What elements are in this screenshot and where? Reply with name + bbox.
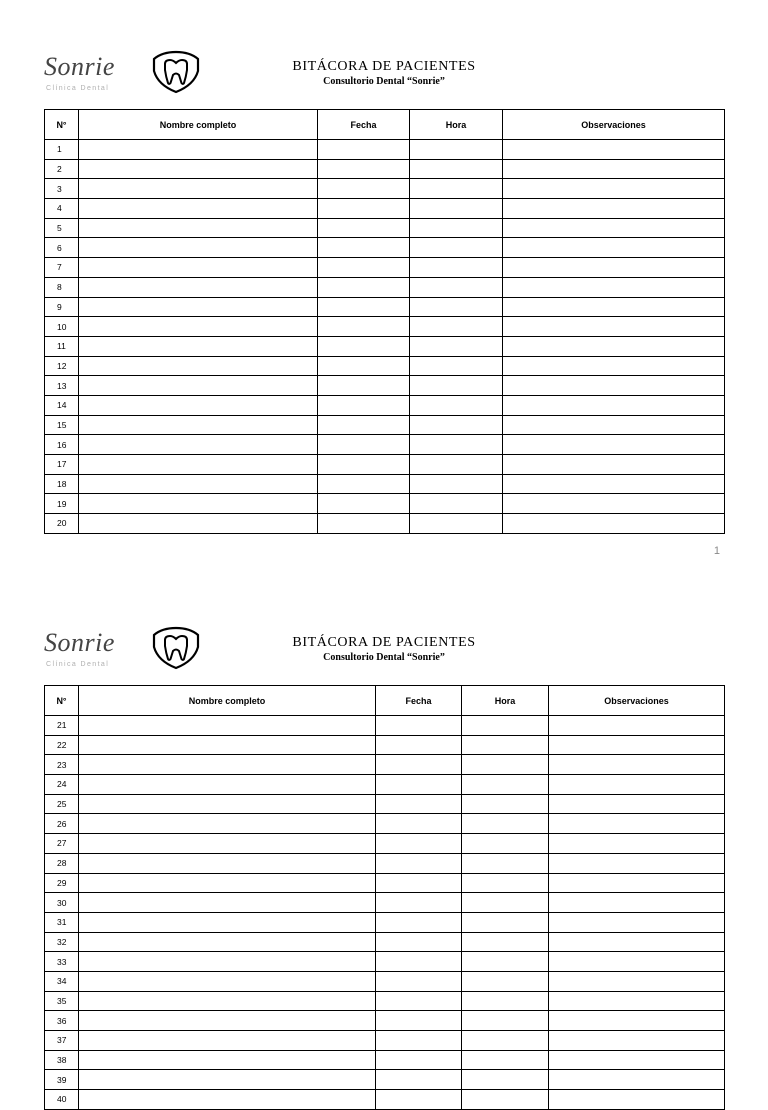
row-number: 22 xyxy=(45,735,79,755)
cell-time xyxy=(410,179,503,199)
cell-time xyxy=(410,336,503,356)
column-header-notes: Observaciones xyxy=(549,686,725,716)
column-header-date: Fecha xyxy=(318,110,410,140)
table-row xyxy=(45,514,725,534)
cell-notes xyxy=(503,336,725,356)
row-number: 14 xyxy=(45,395,79,415)
cell-name xyxy=(79,952,376,972)
row-number: 5 xyxy=(45,218,79,238)
cell-name xyxy=(79,814,376,834)
cell-time xyxy=(462,775,549,795)
cell-date xyxy=(376,775,462,795)
column-header-date: Fecha xyxy=(376,686,462,716)
row-number: 39 xyxy=(45,1070,79,1090)
table-row xyxy=(45,912,725,932)
cell-notes xyxy=(549,1011,725,1031)
cell-notes xyxy=(503,140,725,160)
cell-name xyxy=(79,1090,376,1110)
table-row xyxy=(45,258,725,278)
cell-notes xyxy=(503,395,725,415)
cell-date xyxy=(318,179,410,199)
row-number: 23 xyxy=(45,755,79,775)
table-row xyxy=(45,794,725,814)
table-row xyxy=(45,814,725,834)
cell-notes xyxy=(503,317,725,337)
row-number: 24 xyxy=(45,775,79,795)
cell-notes xyxy=(549,1070,725,1090)
row-number: 6 xyxy=(45,238,79,258)
row-number: 2 xyxy=(45,159,79,179)
cell-notes xyxy=(503,297,725,317)
row-number: 34 xyxy=(45,971,79,991)
table-row xyxy=(45,853,725,873)
table-row xyxy=(45,376,725,396)
document-subtitle: Consultorio Dental “Sonrie” xyxy=(323,652,445,663)
table-row xyxy=(45,716,725,736)
cell-name xyxy=(79,356,318,376)
cell-name xyxy=(79,853,376,873)
column-header-notes: Observaciones xyxy=(503,110,725,140)
cell-date xyxy=(376,932,462,952)
cell-time xyxy=(462,991,549,1011)
table-row xyxy=(45,952,725,972)
cell-date xyxy=(318,455,410,475)
cell-time xyxy=(410,376,503,396)
cell-notes xyxy=(503,159,725,179)
cell-date xyxy=(376,755,462,775)
cell-name xyxy=(79,873,376,893)
cell-name xyxy=(79,376,318,396)
cell-notes xyxy=(549,814,725,834)
row-number: 17 xyxy=(45,455,79,475)
cell-name xyxy=(79,834,376,854)
cell-name xyxy=(79,1011,376,1031)
table-row xyxy=(45,455,725,475)
column-header-time: Hora xyxy=(462,686,549,716)
cell-name xyxy=(79,514,318,534)
column-header-name: Nombre completo xyxy=(79,110,318,140)
table-row xyxy=(45,494,725,514)
cell-name xyxy=(79,991,376,1011)
row-number: 36 xyxy=(45,1011,79,1031)
cell-notes xyxy=(503,474,725,494)
document-subtitle: Consultorio Dental “Sonrie” xyxy=(323,76,445,87)
cell-time xyxy=(410,317,503,337)
table-row xyxy=(45,140,725,160)
row-number: 20 xyxy=(45,514,79,534)
row-number: 21 xyxy=(45,716,79,736)
cell-name xyxy=(79,317,318,337)
cell-time xyxy=(462,716,549,736)
document-header xyxy=(240,58,528,88)
logo-subtext: Clínica Dental xyxy=(46,85,110,92)
table-row xyxy=(45,1090,725,1110)
cell-notes xyxy=(549,735,725,755)
cell-name xyxy=(79,1050,376,1070)
column-header-time: Hora xyxy=(410,110,503,140)
patient-log-table xyxy=(44,109,725,534)
row-number: 9 xyxy=(45,297,79,317)
cell-time xyxy=(410,140,503,160)
cell-time xyxy=(410,455,503,475)
cell-name xyxy=(79,912,376,932)
row-number: 16 xyxy=(45,435,79,455)
row-number: 12 xyxy=(45,356,79,376)
row-number: 40 xyxy=(45,1090,79,1110)
table-row xyxy=(45,435,725,455)
cell-time xyxy=(462,932,549,952)
cell-name xyxy=(79,1031,376,1051)
row-number: 4 xyxy=(45,199,79,219)
cell-date xyxy=(376,991,462,1011)
cell-date xyxy=(318,258,410,278)
cell-notes xyxy=(503,258,725,278)
cell-name xyxy=(79,258,318,278)
cell-name xyxy=(79,336,318,356)
column-header-name: Nombre completo xyxy=(79,686,376,716)
cell-date xyxy=(318,356,410,376)
cell-name xyxy=(79,794,376,814)
row-number: 19 xyxy=(45,494,79,514)
page-number: 1 xyxy=(713,545,720,557)
table-row xyxy=(45,735,725,755)
cell-date xyxy=(376,853,462,873)
cell-notes xyxy=(503,455,725,475)
cell-time xyxy=(410,395,503,415)
row-number: 13 xyxy=(45,376,79,396)
cell-name xyxy=(79,238,318,258)
row-number: 37 xyxy=(45,1031,79,1051)
row-number: 3 xyxy=(45,179,79,199)
cell-date xyxy=(318,277,410,297)
cell-name xyxy=(79,755,376,775)
cell-time xyxy=(462,873,549,893)
table-row xyxy=(45,971,725,991)
table-row xyxy=(45,991,725,1011)
table-row xyxy=(45,755,725,775)
cell-date xyxy=(376,873,462,893)
cell-time xyxy=(462,1070,549,1090)
table-row xyxy=(45,356,725,376)
cell-notes xyxy=(549,716,725,736)
row-number: 29 xyxy=(45,873,79,893)
cell-date xyxy=(318,474,410,494)
cell-notes xyxy=(549,1050,725,1070)
cell-time xyxy=(410,474,503,494)
cell-date xyxy=(318,218,410,238)
cell-name xyxy=(79,179,318,199)
table-row xyxy=(45,1011,725,1031)
cell-notes xyxy=(549,912,725,932)
cell-time xyxy=(410,435,503,455)
cell-time xyxy=(410,238,503,258)
cell-date xyxy=(318,395,410,415)
cell-date xyxy=(318,336,410,356)
table-row xyxy=(45,893,725,913)
row-number: 15 xyxy=(45,415,79,435)
cell-notes xyxy=(549,873,725,893)
cell-name xyxy=(79,494,318,514)
cell-name xyxy=(79,140,318,160)
cell-date xyxy=(318,494,410,514)
cell-date xyxy=(376,716,462,736)
cell-time xyxy=(462,834,549,854)
table-row xyxy=(45,1070,725,1090)
cell-name xyxy=(79,297,318,317)
row-number: 18 xyxy=(45,474,79,494)
cell-time xyxy=(410,199,503,219)
cell-date xyxy=(318,317,410,337)
cell-name xyxy=(79,775,376,795)
cell-name xyxy=(79,971,376,991)
column-header-number: N° xyxy=(45,110,79,140)
cell-notes xyxy=(549,755,725,775)
cell-time xyxy=(462,1011,549,1031)
cell-time xyxy=(462,1031,549,1051)
cell-time xyxy=(462,1090,549,1110)
cell-name xyxy=(79,716,376,736)
cell-date xyxy=(376,912,462,932)
row-number: 38 xyxy=(45,1050,79,1070)
document-title: BITÁCORA DE PACIENTES xyxy=(292,59,476,74)
cell-date xyxy=(318,297,410,317)
cell-time xyxy=(410,258,503,278)
cell-notes xyxy=(503,277,725,297)
cell-date xyxy=(318,435,410,455)
cell-notes xyxy=(549,853,725,873)
table-row xyxy=(45,238,725,258)
row-number: 31 xyxy=(45,912,79,932)
row-number: 26 xyxy=(45,814,79,834)
document-header xyxy=(240,634,528,664)
cell-date xyxy=(376,794,462,814)
cell-notes xyxy=(503,514,725,534)
cell-time xyxy=(462,893,549,913)
cell-notes xyxy=(549,952,725,972)
row-number: 30 xyxy=(45,893,79,913)
cell-notes xyxy=(549,834,725,854)
cell-name xyxy=(79,1070,376,1090)
table-row xyxy=(45,932,725,952)
cell-date xyxy=(318,199,410,219)
cell-name xyxy=(79,199,318,219)
cell-notes xyxy=(549,794,725,814)
cell-time xyxy=(462,853,549,873)
cell-date xyxy=(376,814,462,834)
tooth-shield-icon xyxy=(150,49,202,95)
document-title: BITÁCORA DE PACIENTES xyxy=(292,635,476,650)
table-row xyxy=(45,474,725,494)
cell-name xyxy=(79,455,318,475)
cell-name xyxy=(79,218,318,238)
cell-notes xyxy=(503,415,725,435)
table-row xyxy=(45,415,725,435)
cell-time xyxy=(410,494,503,514)
cell-date xyxy=(376,1070,462,1090)
cell-time xyxy=(410,159,503,179)
cell-time xyxy=(462,814,549,834)
cell-notes xyxy=(503,494,725,514)
cell-time xyxy=(410,277,503,297)
cell-notes xyxy=(549,893,725,913)
cell-date xyxy=(318,415,410,435)
cell-name xyxy=(79,474,318,494)
cell-time xyxy=(462,735,549,755)
cell-notes xyxy=(503,376,725,396)
logo-text: Sonrie xyxy=(44,52,115,81)
cell-notes xyxy=(549,932,725,952)
cell-date xyxy=(376,893,462,913)
cell-notes xyxy=(549,1031,725,1051)
clinic-logo xyxy=(44,44,214,100)
cell-name xyxy=(79,932,376,952)
cell-date xyxy=(318,514,410,534)
cell-notes xyxy=(503,179,725,199)
tooth-shield-icon xyxy=(150,625,202,671)
row-number: 7 xyxy=(45,258,79,278)
cell-time xyxy=(462,952,549,972)
cell-name xyxy=(79,893,376,913)
table-row xyxy=(45,775,725,795)
table-row xyxy=(45,317,725,337)
table-row xyxy=(45,1050,725,1070)
cell-time xyxy=(410,356,503,376)
cell-name xyxy=(79,435,318,455)
clinic-logo xyxy=(44,620,214,676)
row-number: 25 xyxy=(45,794,79,814)
cell-time xyxy=(462,755,549,775)
row-number: 27 xyxy=(45,834,79,854)
cell-date xyxy=(376,1050,462,1070)
cell-name xyxy=(79,277,318,297)
cell-name xyxy=(79,159,318,179)
logo-text: Sonrie xyxy=(44,628,115,657)
cell-time xyxy=(462,912,549,932)
cell-time xyxy=(410,218,503,238)
row-number: 35 xyxy=(45,991,79,1011)
cell-date xyxy=(376,1011,462,1031)
cell-name xyxy=(79,395,318,415)
cell-name xyxy=(79,415,318,435)
row-number: 32 xyxy=(45,932,79,952)
table-body xyxy=(45,716,725,1110)
row-number: 1 xyxy=(45,140,79,160)
cell-date xyxy=(376,1090,462,1110)
cell-notes xyxy=(503,199,725,219)
cell-date xyxy=(318,140,410,160)
table-header-row xyxy=(45,110,725,140)
row-number: 8 xyxy=(45,277,79,297)
cell-notes xyxy=(549,1090,725,1110)
column-header-number: N° xyxy=(45,686,79,716)
cell-date xyxy=(376,735,462,755)
cell-date xyxy=(376,971,462,991)
table-row xyxy=(45,1031,725,1051)
cell-time xyxy=(462,1050,549,1070)
cell-date xyxy=(376,834,462,854)
cell-date xyxy=(376,952,462,972)
table-row xyxy=(45,834,725,854)
row-number: 33 xyxy=(45,952,79,972)
table-row xyxy=(45,179,725,199)
cell-notes xyxy=(549,991,725,1011)
table-row xyxy=(45,873,725,893)
table-header-row xyxy=(45,686,725,716)
cell-notes xyxy=(503,218,725,238)
cell-time xyxy=(462,971,549,991)
patient-log-table xyxy=(44,685,725,1110)
row-number: 28 xyxy=(45,853,79,873)
table-row xyxy=(45,218,725,238)
table-row xyxy=(45,336,725,356)
table-row xyxy=(45,297,725,317)
table-body xyxy=(45,140,725,534)
cell-notes xyxy=(503,238,725,258)
table-row xyxy=(45,199,725,219)
cell-date xyxy=(318,159,410,179)
cell-date xyxy=(376,1031,462,1051)
row-number: 10 xyxy=(45,317,79,337)
table-row xyxy=(45,277,725,297)
cell-time xyxy=(410,415,503,435)
cell-time xyxy=(462,794,549,814)
cell-date xyxy=(318,238,410,258)
cell-name xyxy=(79,735,376,755)
cell-time xyxy=(410,297,503,317)
cell-date xyxy=(318,376,410,396)
row-number: 11 xyxy=(45,336,79,356)
table-row xyxy=(45,159,725,179)
cell-notes xyxy=(503,356,725,376)
cell-notes xyxy=(549,971,725,991)
cell-notes xyxy=(503,435,725,455)
cell-time xyxy=(410,514,503,534)
table-row xyxy=(45,395,725,415)
cell-notes xyxy=(549,775,725,795)
logo-subtext: Clínica Dental xyxy=(46,661,110,668)
